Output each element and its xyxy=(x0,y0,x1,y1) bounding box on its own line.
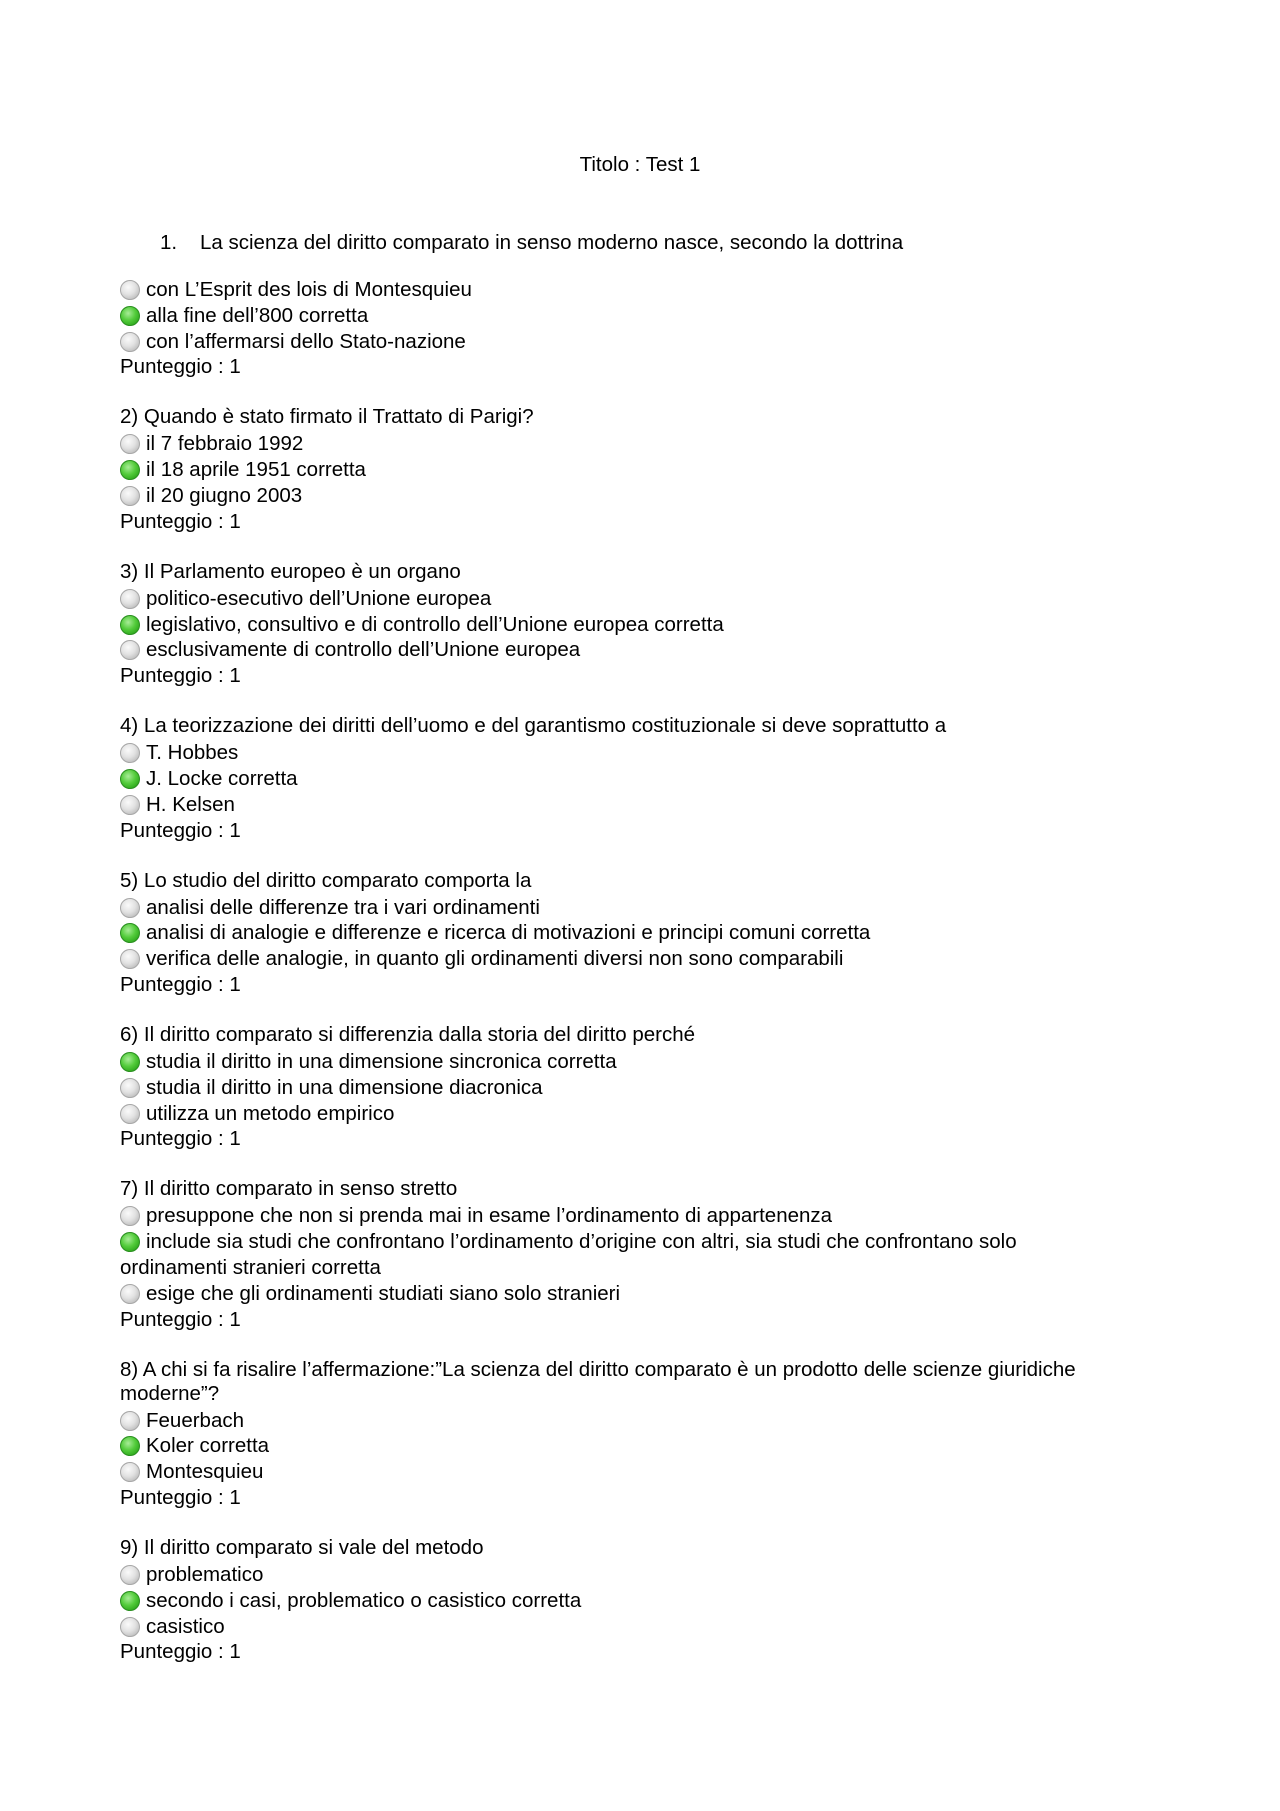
answer-option xyxy=(120,637,1140,663)
answer-option xyxy=(120,431,1140,457)
question-7 xyxy=(120,1177,1140,1331)
answer-label: alla fine dell’800 corretta xyxy=(146,303,369,327)
green-radio-icon xyxy=(120,923,140,943)
answer-label: il 18 aprile 1951 corretta xyxy=(146,458,366,482)
answer-label: H. Kelsen xyxy=(146,792,235,816)
answer-label: esige che gli ordinamenti studiati siano solo stranieri xyxy=(146,1281,621,1305)
question-3 xyxy=(120,560,1140,688)
question-text: 6) Il diritto comparato si differenzia dalla storia del diritto perché xyxy=(120,1022,696,1046)
answer-option-correct xyxy=(120,1049,1140,1075)
question-8 xyxy=(120,1358,1140,1510)
question-1 xyxy=(120,230,1140,379)
question-text xyxy=(120,230,1140,256)
questions-list xyxy=(120,230,1140,1690)
answer-label: secondo i casi, problematico o casistico corretta xyxy=(146,1588,582,1612)
answer-label: verifica delle analogie, in quanto gli ordinamenti diversi non sono comparabili xyxy=(146,947,844,971)
answer-option xyxy=(120,1459,1140,1485)
question-score: Punteggio : 1 xyxy=(120,1307,241,1331)
grey-radio-icon xyxy=(120,332,140,352)
question-score: Punteggio : 1 xyxy=(120,1640,241,1664)
green-radio-icon xyxy=(120,1436,140,1456)
grey-radio-icon xyxy=(120,949,140,969)
answer-option xyxy=(120,1075,1140,1101)
grey-radio-icon xyxy=(120,640,140,660)
answer-label: presuppone che non si prenda mai in esame l’ordinamento di appartenenza xyxy=(146,1204,833,1228)
question-text xyxy=(120,1358,1140,1406)
question-text: 9) Il diritto comparato si vale del metodo xyxy=(120,1535,484,1559)
grey-radio-icon xyxy=(120,434,140,454)
answer-option-correct xyxy=(120,766,1140,792)
question-text: 7) Il diritto comparato in senso stretto xyxy=(120,1177,458,1201)
answer-label: Feuerbach xyxy=(146,1408,245,1432)
answer-label: studia il diritto in una dimensione sincronica corretta xyxy=(146,1049,617,1073)
answer-label: problematico xyxy=(146,1562,264,1586)
question-2 xyxy=(120,405,1140,533)
green-radio-icon xyxy=(120,1591,140,1611)
answer-label: Montesquieu xyxy=(146,1460,264,1484)
question-5 xyxy=(120,869,1140,997)
question-text-body: La scienza del diritto comparato in senso moderno nasce, secondo la dottrina xyxy=(200,231,904,254)
answer-label: con L’Esprit des lois di Montesquieu xyxy=(146,278,472,301)
green-radio-icon xyxy=(120,1232,140,1252)
answer-option xyxy=(120,740,1140,766)
grey-radio-icon xyxy=(120,1411,140,1431)
green-radio-icon xyxy=(120,460,140,480)
answer-label: esclusivamente di controllo dell’Unione europea xyxy=(146,638,581,662)
answer-option-correct xyxy=(120,457,1140,483)
question-text: 3) Il Parlamento europeo è un organo xyxy=(120,559,461,583)
question-score: Punteggio : 1 xyxy=(120,818,241,842)
green-radio-icon xyxy=(120,306,140,326)
question-score: Punteggio : 1 xyxy=(120,664,241,688)
answer-option xyxy=(120,277,1140,303)
answer-option xyxy=(120,1203,1140,1229)
question-number: 1. xyxy=(160,231,178,254)
answer-option-correct xyxy=(120,612,1140,638)
answer-option-correct xyxy=(120,920,1140,946)
answer-label: include sia studi che confrontano l’ordinamento d’origine con altri, sia studi che confrontano solo xyxy=(146,1230,1017,1254)
answer-option xyxy=(120,586,1140,612)
grey-radio-icon xyxy=(120,1462,140,1482)
question-score: Punteggio : 1 xyxy=(120,1485,241,1509)
answer-label: utilizza un metodo empirico xyxy=(146,1101,395,1125)
answer-option xyxy=(120,946,1140,972)
answer-option-correct xyxy=(120,1588,1140,1614)
answer-option xyxy=(120,895,1140,921)
answer-label: studia il diritto in una dimensione diacronica xyxy=(146,1075,543,1099)
question-9 xyxy=(120,1536,1140,1664)
question-text-line: 8) A chi si fa risalire l’affermazione:”La scienza del diritto comparato è un prodotto delle scienze giuridiche xyxy=(120,1357,1076,1381)
question-text: 5) Lo studio del diritto comparato comporta la xyxy=(120,868,532,892)
answer-option xyxy=(120,483,1140,509)
grey-radio-icon xyxy=(120,1284,140,1304)
answer-label: il 7 febbraio 1992 xyxy=(146,432,304,456)
grey-radio-icon xyxy=(120,589,140,609)
grey-radio-icon xyxy=(120,1565,140,1585)
answer-label: analisi delle differenze tra i vari ordinamenti xyxy=(146,895,540,919)
question-score: Punteggio : 1 xyxy=(120,1127,241,1151)
answer-label: casistico xyxy=(146,1614,225,1638)
grey-radio-icon xyxy=(120,1078,140,1098)
grey-radio-icon xyxy=(120,743,140,763)
question-6 xyxy=(120,1023,1140,1151)
answer-option xyxy=(120,1408,1140,1434)
answer-option xyxy=(120,1281,1140,1307)
answer-label: politico-esecutivo dell’Unione europea xyxy=(146,586,492,610)
question-score: Punteggio : 1 xyxy=(120,355,241,379)
answer-label: il 20 giugno 2003 xyxy=(146,483,303,507)
answer-option-correct xyxy=(120,303,1140,329)
question-4 xyxy=(120,714,1140,842)
answer-label: J. Locke corretta xyxy=(146,766,298,790)
grey-radio-icon xyxy=(120,486,140,506)
question-score: Punteggio : 1 xyxy=(120,972,241,996)
question-score: Punteggio : 1 xyxy=(120,509,241,533)
answer-option xyxy=(120,1614,1140,1640)
answer-label: analisi di analogie e differenze e ricerca di motivazioni e principi comuni corretta xyxy=(146,921,871,945)
grey-radio-icon xyxy=(120,280,140,300)
grey-radio-icon xyxy=(120,1104,140,1124)
grey-radio-icon xyxy=(120,1617,140,1637)
answer-option xyxy=(120,1101,1140,1127)
answer-option-correct xyxy=(120,1229,1140,1281)
answer-option xyxy=(120,792,1140,818)
grey-radio-icon xyxy=(120,795,140,815)
green-radio-icon xyxy=(120,615,140,635)
answer-option xyxy=(120,329,1140,355)
question-text: 2) Quando è stato firmato il Trattato di Parigi? xyxy=(120,405,534,429)
answer-label: T. Hobbes xyxy=(146,741,239,765)
green-radio-icon xyxy=(120,1052,140,1072)
answer-label: Koler corretta xyxy=(146,1434,270,1458)
question-text-line-continued: moderne”? xyxy=(120,1381,220,1405)
answer-label: legislativo, consultivo e di controllo dell’Unione europea corretta xyxy=(146,612,724,636)
green-radio-icon xyxy=(120,769,140,789)
answer-option xyxy=(120,1562,1140,1588)
question-text: 4) La teorizzazione dei diritti dell’uomo e del garantismo costituzionale si deve soprattutto a xyxy=(120,714,947,738)
answer-label: con l’affermarsi dello Stato-nazione xyxy=(146,329,466,353)
answer-option-correct xyxy=(120,1433,1140,1459)
grey-radio-icon xyxy=(120,1206,140,1226)
grey-radio-icon xyxy=(120,898,140,918)
answer-label-continued: ordinamenti stranieri corretta xyxy=(120,1255,381,1279)
page-title: Titolo : Test 1 xyxy=(579,153,701,176)
